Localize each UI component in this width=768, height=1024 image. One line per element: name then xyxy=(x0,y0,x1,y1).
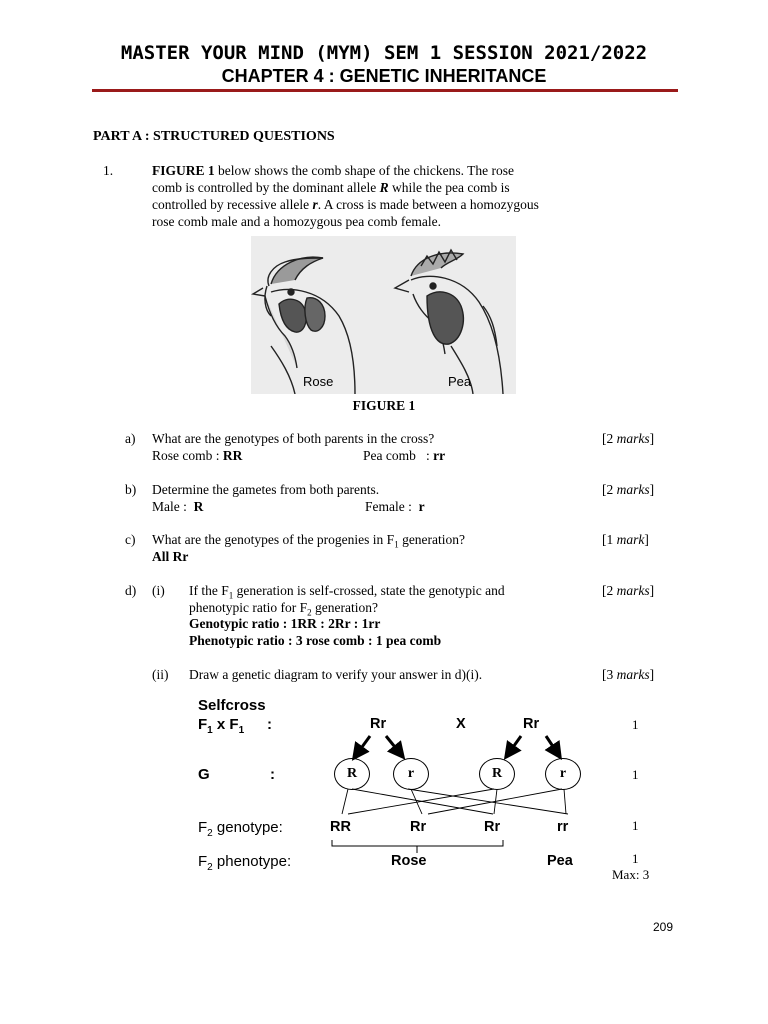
marks-open: [3 xyxy=(602,667,617,682)
offspring-genotype-2: Rr xyxy=(410,819,427,835)
part-d-label: d) xyxy=(125,583,137,598)
marks-close: ] xyxy=(644,532,649,547)
max-score: Max: 3 xyxy=(612,867,650,882)
row-gametes-label: G xyxy=(198,766,210,783)
marks-open: [2 xyxy=(602,431,617,446)
score-1: 1 xyxy=(632,717,639,732)
part-a-label: a) xyxy=(125,431,136,446)
label-text: x F xyxy=(212,716,239,733)
offspring-genotype-4: rr xyxy=(557,819,569,835)
gamete-circle-1: R xyxy=(334,758,370,790)
arrow-p2-r xyxy=(546,736,560,757)
score-3: 1 xyxy=(632,818,639,833)
part-c-label: c) xyxy=(125,532,136,547)
arrow-p1-R xyxy=(354,736,370,758)
marks-word: marks xyxy=(616,583,650,598)
part-title: PART A : STRUCTURED QUESTIONS xyxy=(93,129,335,144)
answer-value: rr xyxy=(433,448,446,463)
phenotype-pea: Pea xyxy=(547,853,573,869)
label-text: F xyxy=(198,853,208,870)
fertilisation-lines xyxy=(342,789,568,814)
offspring-genotype-1: RR xyxy=(330,819,351,835)
figure-label-pea: Pea xyxy=(448,374,472,389)
marks-open: [1 xyxy=(602,532,617,547)
part-c-answer: All Rr xyxy=(152,549,189,564)
part-a-question: What are the genotypes of both parents in the cross? xyxy=(152,431,435,446)
arrow-p2-R xyxy=(506,736,521,757)
phenotype-rose: Rose xyxy=(391,853,427,869)
label-text: F xyxy=(198,819,208,836)
phenotype-brace xyxy=(332,840,503,853)
genotypic-ratio-answer: Genotypic ratio : 1RR : 2Rr : 1rr xyxy=(189,616,381,631)
label-text: genotype: xyxy=(212,819,283,836)
subscript: 1 xyxy=(207,725,213,736)
gamete-circle-3: R xyxy=(479,758,515,790)
answer-value: RR xyxy=(222,448,243,463)
intro-figure-ref: FIGURE 1 xyxy=(152,163,215,178)
intro-line3a: controlled by recessive allele xyxy=(152,197,313,212)
chapter-title: CHAPTER 4 : GENETIC INHERITANCE xyxy=(221,66,547,86)
phenotypic-ratio-answer: Phenotypic ratio : 3 rose comb : 1 pea comb xyxy=(189,633,442,648)
marks-open: [2 xyxy=(602,583,617,598)
answer-label: Pea comb : xyxy=(363,448,434,463)
header-title: MASTER YOUR MIND (MYM) SEM 1 SESSION 2021/2022 xyxy=(120,42,648,64)
intro-line1: below shows the comb shape of the chickens. The rose xyxy=(214,163,514,178)
arrow-p1-r xyxy=(386,736,403,757)
question-text: What are the genotypes of the progenies in F xyxy=(152,532,395,547)
marks-word: mark xyxy=(616,532,645,547)
question-text: generation? xyxy=(311,600,378,615)
subscript: 1 xyxy=(394,539,399,550)
figure-caption: FIGURE 1 xyxy=(352,398,416,413)
allele-R: R xyxy=(379,180,389,195)
question-text: phenotypic ratio for F xyxy=(189,600,308,615)
answer-label: Rose comb : xyxy=(152,448,223,463)
subscript: 1 xyxy=(228,590,234,601)
figure-label-rose: Rose xyxy=(303,374,334,389)
part-b-question: Determine the gametes from both parents. xyxy=(152,482,380,497)
subscript: 1 xyxy=(238,725,245,736)
intro-line2a: comb is controlled by the dominant allele xyxy=(152,180,380,195)
marks-word: marks xyxy=(616,667,650,682)
part-d-i-label: (i) xyxy=(152,583,165,598)
marks-word: marks xyxy=(616,431,650,446)
intro-line2c: while the pea comb is xyxy=(388,180,510,195)
allele-r: r xyxy=(312,197,318,212)
offspring-genotype-3: Rr xyxy=(484,819,501,835)
parent-genotype-1: Rr xyxy=(370,716,387,732)
diagram-title: Selfcross xyxy=(198,697,266,714)
label-text: phenotype: xyxy=(212,853,292,870)
answer-value: r xyxy=(418,499,425,514)
intro-line4: rose comb male and a homozygous pea comb female. xyxy=(152,214,442,229)
part-b-label: b) xyxy=(125,482,137,497)
question-text: generation is self-crossed, state the genotypic and xyxy=(233,583,505,598)
answer-label: Male : xyxy=(152,499,194,514)
gamete-arrows xyxy=(354,736,560,758)
marks-close: ] xyxy=(649,667,655,682)
marks-close: ] xyxy=(649,482,655,497)
subscript: 2 xyxy=(207,862,213,873)
intro-line3c: . A cross is made between a homozygous xyxy=(317,197,539,212)
question-text: generation? xyxy=(398,532,466,547)
part-d-ii-label: (ii) xyxy=(152,667,169,682)
row-parents-colon: : xyxy=(267,716,272,733)
row-phenotype-label xyxy=(198,853,291,873)
parent-genotype-2: Rr xyxy=(523,716,540,732)
gamete-circle-2: r xyxy=(393,758,429,790)
question-text: If the F xyxy=(189,583,229,598)
page-number: 209 xyxy=(653,920,674,934)
question-number: 1. xyxy=(103,163,114,178)
row-genotype-label xyxy=(198,819,283,839)
marks-word: marks xyxy=(616,482,650,497)
subscript: 2 xyxy=(307,607,312,618)
gamete-circle-4: r xyxy=(545,758,581,790)
marks-open: [2 xyxy=(602,482,617,497)
score-2: 1 xyxy=(632,767,639,782)
row-gametes-colon: : xyxy=(270,766,275,783)
marks-close: ] xyxy=(649,583,655,598)
answer-label: Female : xyxy=(365,499,419,514)
marks-close: ] xyxy=(649,431,655,446)
answer-value: R xyxy=(193,499,204,514)
cross-symbol: X xyxy=(456,716,466,732)
label-text: F xyxy=(198,716,208,733)
score-4: 1 xyxy=(632,851,639,866)
subscript: 2 xyxy=(207,828,213,839)
part-d-ii-question: Draw a genetic diagram to verify your answer in d)(i). xyxy=(189,667,483,682)
